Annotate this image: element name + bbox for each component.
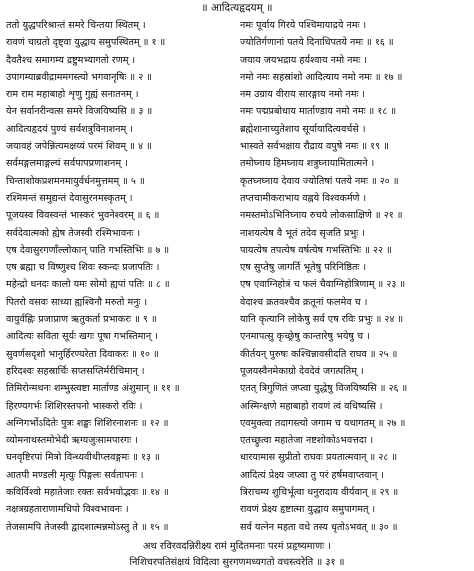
verse-line: राम राम महाबाहो शृणु गुह्यं सनातनम् । bbox=[6, 89, 139, 101]
verse-line: अग्निगर्भोऽदितेः पुत्रः शङ्खः शिशिरनाशनः ॥ १२ ॥ bbox=[6, 417, 169, 429]
verse-line: सर्वदेवात्मको ह्येष तेजस्वी रश्मिभावनः । bbox=[6, 227, 141, 239]
verse-line: नक्षत्रग्रहताराणामधिपो विश्वभावनः । bbox=[6, 504, 129, 516]
verse-line: ततो युद्धपरिश्रान्तं समरे चिन्तया स्थितम् । bbox=[6, 20, 146, 31]
left-column bbox=[6, 17, 234, 536]
verse-line: हरिदश्वः सहस्रार्चिः सप्तसप्तिर्मरीचिमान् । bbox=[6, 365, 145, 377]
verse-line: एवमुक्त्वा तदागस्त्यो जगाम च यथागतम् ॥ २७ ॥ bbox=[240, 417, 406, 429]
verse-line: पितरो वसवः साध्या ह्यश्विनौ मरुतो मनुः । bbox=[6, 296, 148, 308]
verse-line: पूजयस्व विवस्वन्तं भास्करं भुवनेश्वरम् ॥ ६ ॥ bbox=[6, 210, 160, 222]
verse-line: एतच्छ्रुत्वा महातेजा नष्टशोकोऽभवत्तदा । bbox=[240, 435, 374, 447]
verse-line: घनवृष्टिरपां मित्रो विन्ध्यवीथीप्लवङ्गमः ॥ १३ ॥ bbox=[6, 452, 160, 464]
verse-line: रावणं प्रेक्ष्य हृष्टात्मा युद्धाय समुपागमत् । bbox=[240, 504, 376, 516]
verse-line: एष एवाग्निहोत्रं च फलं चैवाग्निहोत्रिणाम् ॥ २३ ॥ bbox=[240, 279, 406, 291]
verse-line: वेदाश्च क्रतवश्चैव क्रतूनां फलमेव च । bbox=[240, 296, 368, 308]
verse-line: एष देवासुरगणाँल्लोकान् पाति गभस्तिभिः ॥ ७ ॥ bbox=[6, 244, 170, 256]
verse-line: आदित्यं प्रेक्ष्य जप्त्वा तु परं हर्षमवाप्तवान् । bbox=[240, 469, 384, 481]
verse-line: पायत्येष तपत्येष वर्षत्येष गभस्तिभिः ॥ २२ ॥ bbox=[240, 244, 392, 256]
verse-line: रश्मिमन्तं समुद्यन्तं देवासुरनमस्कृतम् । bbox=[6, 192, 133, 204]
verse-line: नाशयत्येष वै भूतं तदेव सृजति प्रभुः । bbox=[240, 227, 365, 239]
page-title: ॥ आदित्यहृदयम् ॥ bbox=[201, 2, 273, 14]
verse-line: उपागम्याब्रवीद्राममगस्त्यो भगवानृषिः ॥ २ ॥ bbox=[6, 71, 153, 83]
verse-line: हिरण्यगर्भः शिशिरस्तपनो भास्करो रविः । bbox=[6, 400, 143, 412]
verse-line: आतपी मण्डली मृत्युः पिङ्गलः सर्वतापनः । bbox=[6, 469, 144, 481]
verse-line: जयावहं जपेन्नित्यमक्षय्यं परमं शिवम् ॥ ४ ॥ bbox=[6, 141, 152, 153]
verse-line: महेन्द्रो धनदः कालो यमः सोमो ह्यपां पतिः ॥ ८ ॥ bbox=[6, 279, 170, 291]
verse-line: ब्रह्मेशानाच्युतेशाय सूर्यायादित्यवर्चसे । bbox=[240, 123, 366, 135]
verse-line: अस्मिन्क्षणे महाबाहो रावणं त्वं वधिष्यसि । bbox=[240, 400, 383, 412]
verse-line: नम उग्राय वीराय सारङ्गाय नमो नमः । bbox=[240, 89, 366, 101]
verse-line: रावणं चाग्रतो दृष्ट्वा युद्धाय समुपस्थितम् ॥ १ ॥ bbox=[6, 37, 166, 49]
verse-line: आदित्यहृदयं पुण्यं सर्वशत्रुविनाशनम् । bbox=[6, 123, 133, 135]
verse-line: नमो नमः सहस्रांशो आदित्याय नमो नमः ॥ १७ ॥ bbox=[240, 71, 403, 83]
verse-columns bbox=[6, 17, 468, 536]
closing-verse bbox=[6, 539, 468, 571]
verse-line: तप्तचामीकराभाय वह्नये विश्वकर्मणे । bbox=[240, 192, 367, 204]
verse-line: एनमापत्सु कृच्छ्रेषु कान्तारेषु भयेषु च । bbox=[240, 331, 370, 343]
verse-line: धारयामास सुप्रीतो राघवः प्रयतात्मवान् ॥ २८ ॥ bbox=[240, 452, 398, 464]
verse-line: दैवतैश्च समागम्य द्रष्टुमभ्यागतो रणम् । bbox=[6, 54, 136, 66]
verse-line: एष ब्रह्मा च विष्णुश्च शिवः स्कन्दः प्रजापतिः । bbox=[6, 262, 160, 274]
footer-verse-line: अथ रविरवदन्निरीक्ष्य रामं मुदितमनाः परमं प्रहृष्यमाणः । bbox=[143, 540, 331, 552]
verse-line: जयाय जयभद्राय हर्यश्वाय नमो नमः । bbox=[240, 54, 367, 66]
verse-line: नमः पूर्वाय गिरये पश्चिमायाद्रये नमः । bbox=[240, 20, 367, 31]
verse-line: भास्वते सर्वभक्षाय रौद्राय वपुषे नमः ॥ १९ ॥ bbox=[240, 141, 389, 153]
verse-line: नमः पद्मप्रबोधाय मार्ताण्डाय नमो नमः ॥ १८ ॥ bbox=[240, 106, 397, 118]
right-column bbox=[240, 17, 468, 536]
verse-line: त्रिराचम्य शुचिर्भूत्वा धनुरादाय वीर्यवान् ॥ २९ ॥ bbox=[240, 487, 399, 499]
verse-line: तमोघ्नाय हिमघ्नाय शत्रुघ्नायामितात्मने । bbox=[240, 158, 375, 170]
verse-line: यानि कृत्यानि लोकेषु सर्व एष रविः प्रभुः ॥ २४ ॥ bbox=[240, 314, 404, 326]
verse-line: कविर्विश्वो महातेजाः रक्तः सर्वभवोद्भवः ॥ १४ ॥ bbox=[6, 487, 169, 499]
verse-line: व्योमनाथस्तमोभेदी ऋग्यजुःसामपारगः । bbox=[6, 435, 138, 447]
verse-line: सर्व यत्नेन महता वधे तस्य धृतोऽभवत् ॥ ३० ॥ bbox=[240, 521, 398, 533]
verse-line: येन सर्वानरीन्वत्स समरे विजयिष्यसि ॥ ३ ॥ bbox=[6, 106, 153, 118]
verse-line: तेजसामपि तेजस्वी द्वादशात्मन्नमोऽस्तु ते ॥ १५ ॥ bbox=[6, 521, 169, 533]
verse-line: सुवर्णसदृशो भानुर्हिरण्यरेता दिवाकरः ॥ १० ॥ bbox=[6, 348, 159, 360]
verse-line: नमस्तमोऽभिनिघ्नाय रुचये लोकसाक्षिणे ॥ २१ ॥ bbox=[240, 210, 403, 222]
verse-line: चिन्ताशोकप्रशमनमायुर्वर्धनमुत्तमम् ॥ ५ ॥ bbox=[6, 175, 145, 187]
verse-line: तिमिरोन्मथनः शम्भुस्त्वष्टा मार्ताण्ड अंशुमान् ॥ ११ ॥ bbox=[6, 383, 180, 395]
verse-line: ज्योतिर्गणानां पतये दिनाधिपतये नमः ॥ १६ ॥ bbox=[240, 37, 394, 49]
verse-line: एतत् त्रिगुणितं जप्त्वा युद्धेषु विजयिष्यसि ॥ २६ ॥ bbox=[240, 383, 408, 395]
verse-line: वायुर्वह्निः प्रजाप्राण ऋतुकर्ता प्रभाकरः ॥ ९ ॥ bbox=[6, 314, 157, 326]
verse-line: एष सुप्तेषु जागर्ति भूतेषु परिनिष्ठितः । bbox=[240, 262, 367, 274]
verse-line: कृतघ्नघ्नाय देवाय ज्योतिषां पतये नमः ॥ २० ॥ bbox=[240, 175, 399, 187]
verse-line: कीर्तयन् पुरुषः कश्चिन्नावसीदति राघव ॥ २५ ॥ bbox=[240, 348, 398, 360]
footer-verse-line: निशिचरपतिसंक्षयं विदित्वा सुरगणमध्यगतो वचस्त्वरेति ॥ ३१ ॥ bbox=[129, 556, 345, 568]
verse-line: सर्वमङ्गलमाङ्गल्यं सर्वपापप्रणाशनम् । bbox=[6, 158, 128, 170]
verse-line: आदित्यः सविता सूर्यः खगः पूषा गभस्तिमान् । bbox=[6, 331, 158, 343]
verse-line: पूजयस्वैनमेकाग्रो देवदेवं जगत्पतिम् । bbox=[240, 365, 364, 377]
